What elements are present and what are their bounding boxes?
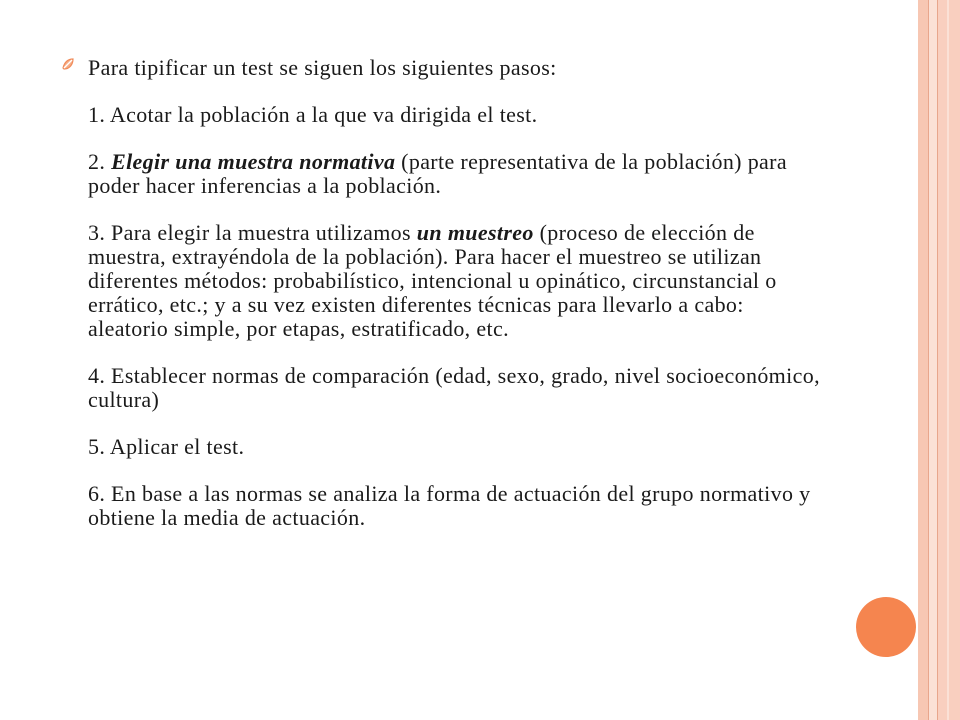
slide-body bbox=[88, 56, 828, 530]
decorative-stripe bbox=[929, 0, 937, 720]
step-6: 6. En base a las normas se analiza la forma de actuación del grupo normativo y obtiene la media de actuación. bbox=[88, 481, 811, 530]
step-2-prefix: 2. bbox=[88, 149, 112, 174]
step-3-emphasis: un muestreo bbox=[416, 220, 534, 245]
step-1: 1. Acotar la población a la que va dirigida el test. bbox=[88, 102, 538, 127]
bullet-icon bbox=[61, 57, 75, 71]
decorative-stripe bbox=[918, 0, 928, 720]
step-2-emphasis: Elegir una muestra normativa bbox=[111, 149, 396, 174]
step-4: 4. Establecer normas de comparación (edad, sexo, grado, nivel socioeconómico, cultura) bbox=[88, 363, 820, 412]
intro-text: Para tipificar un test se siguen los siguientes pasos: bbox=[88, 55, 557, 80]
step-3-prefix: 3. Para elegir la muestra utilizamos bbox=[88, 220, 417, 245]
decorative-stripe-line bbox=[947, 0, 949, 720]
step-5: 5. Aplicar el test. bbox=[88, 434, 245, 459]
step-3-rest: (proceso de elección de muestra, extrayéndola de la población). Para hacer el muestreo se utilizan diferentes métodos: probabilístico, intencional u opinático, circunstancial o errático, etc.; y a su vez existen diferentes técnicas para llevarlo a cabo: aleatorio simple, por etapas, estratificado, etc. bbox=[88, 220, 777, 341]
step-2-rest: (parte representativa de la población) para poder hacer inferencias a la población. bbox=[88, 149, 787, 198]
decorative-circle bbox=[856, 597, 916, 657]
step-3 bbox=[88, 221, 828, 341]
step-2 bbox=[88, 150, 828, 198]
decorative-stripe bbox=[938, 0, 960, 720]
